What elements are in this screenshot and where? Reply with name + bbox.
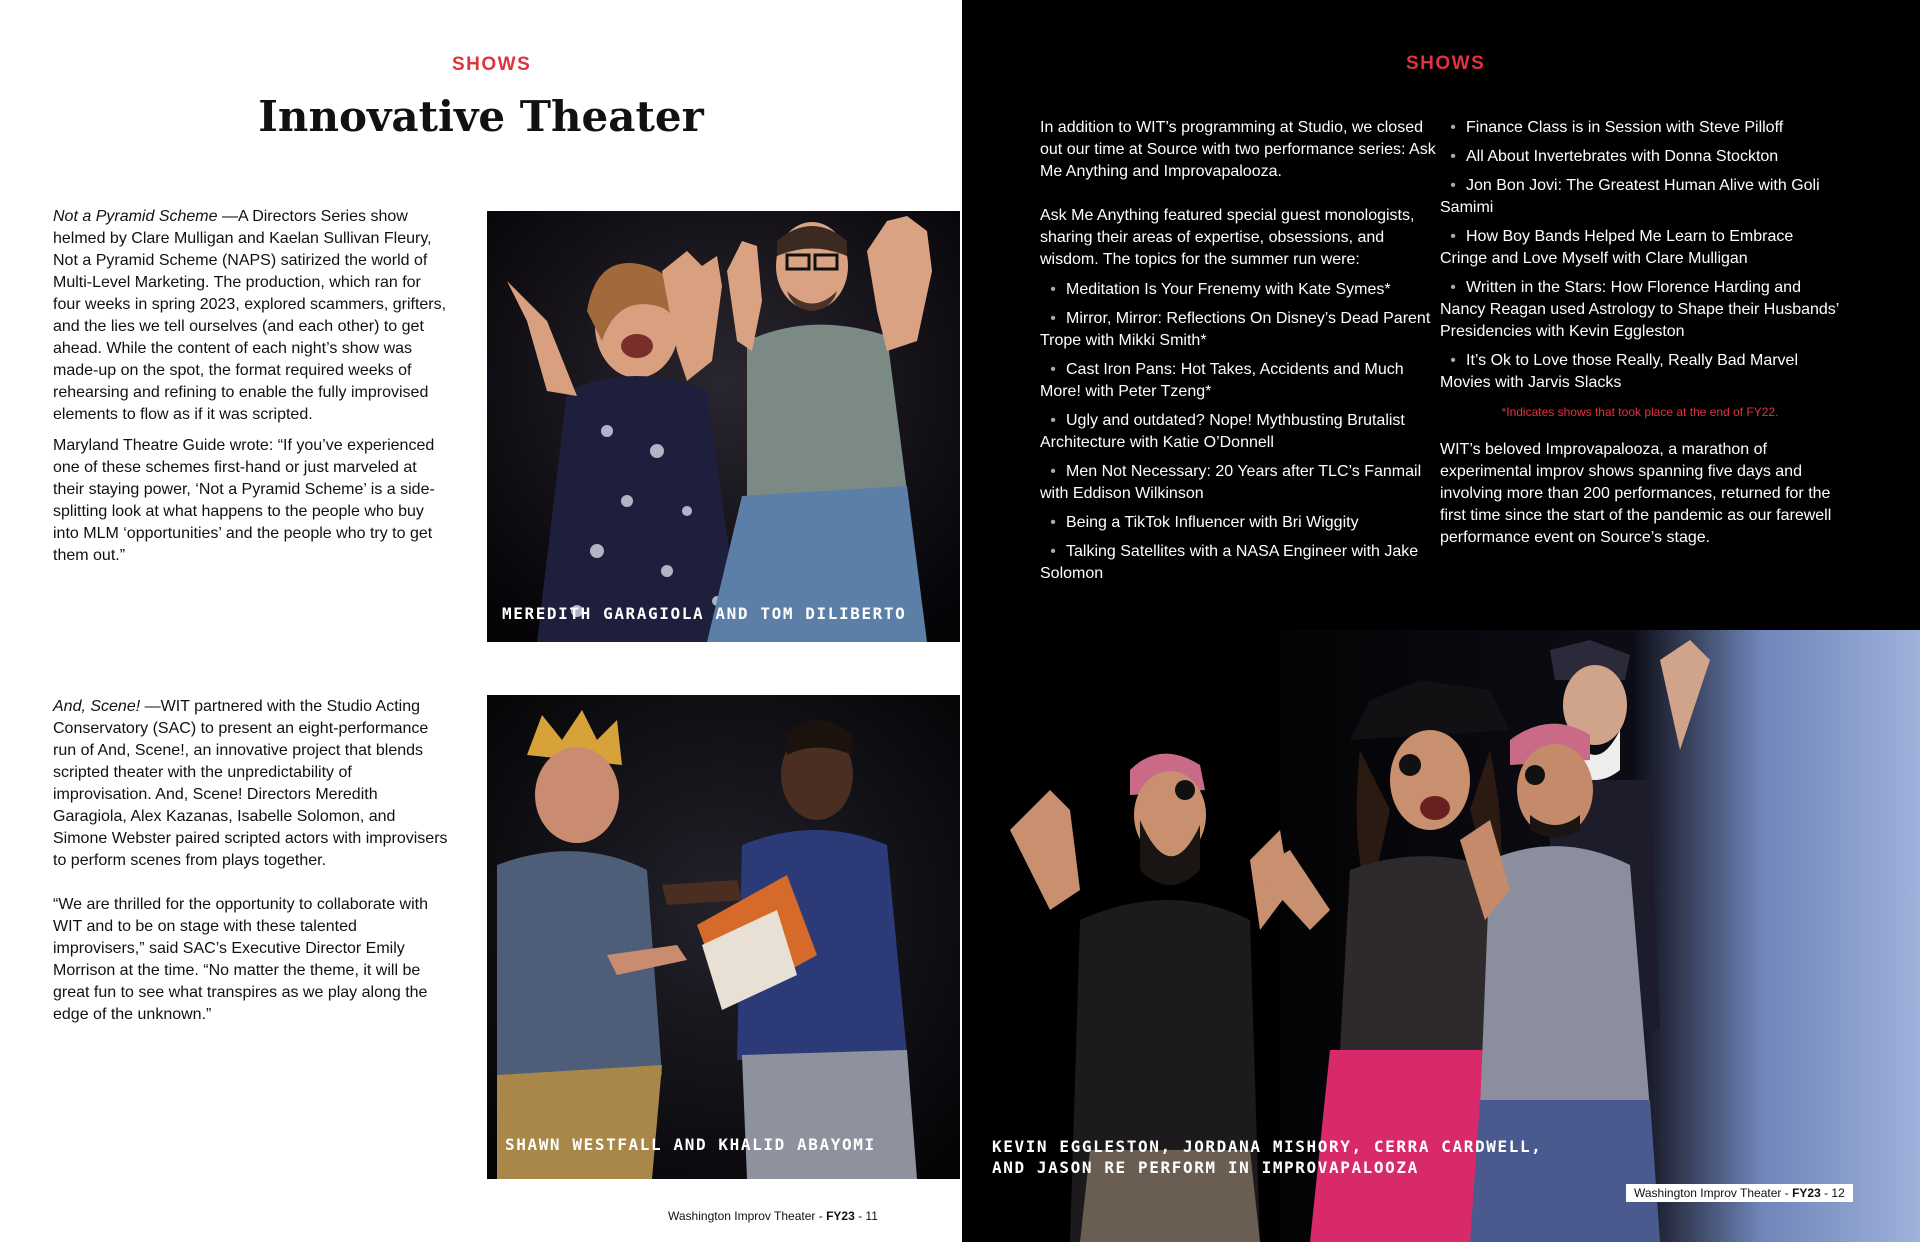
photo-caption: KEVIN EGGLESTON, JORDANA MISHORY, CERRA CARDWELL, AND JASON RE PERFORM IN IMPROVAPALOOZA (992, 1137, 1543, 1177)
article-not-a-pyramid-scheme (53, 206, 449, 576)
article-para: —WIT partnered with the Studio Acting Conservatory (SAC) to present an eight-performance run of And, Scene!, an innovative project that blends scripted theater with the unpredictability of improvisation. And, Scene! Directors Meredith Garagiola, Alex Kazanas, Isabelle Solomon, and Simone Webster paired scripted actors with improvisers to perform scenes from plays together. (53, 698, 448, 869)
ama-intro: Ask Me Anything featured special guest monologists, sharing their areas of expertise, obsessions, and wisdom. The topics for the summer run were: (1040, 207, 1415, 268)
improvapalooza-paragraph: WIT’s beloved Improvapalooza, a marathon of experimental improv shows spanning five days and involving more than 200 performances, returned for the first time since the start of the pandemic as our farewell performance event on Source’s stage. (1440, 441, 1832, 546)
photo-naps (487, 211, 960, 642)
article-and-scene (53, 696, 449, 1035)
photo-and-scene-image (487, 695, 960, 1179)
list-item: • Written in the Stars: How Florence Harding and Nancy Reagan used Astrology to Shape their Husbands’ Presidencies with Kevin Eggleston (1440, 279, 1839, 340)
right-page (962, 0, 1920, 1242)
article-quote: “We are thrilled for the opportunity to collaborate with WIT and to be on stage with these talented improvisers,” said SAC’s Executive Director Emily Morrison at the time. “No matter the theme, it will be great fun to see what transpires as we play along the edge of the unknown.” (53, 896, 429, 1023)
list-item: • Talking Satellites with a NASA Engineer with Jake Solomon (1040, 543, 1419, 582)
show-title: Not a Pyramid Scheme (53, 208, 218, 225)
intro-paragraph: In addition to WIT’s programming at Studio, we closed out our time at Source with two performance series: Ask Me Anything and Improvapalooza. (1040, 119, 1436, 180)
photo-caption: MEREDITH GARAGIOLA AND TOM DILIBERTO (502, 604, 907, 623)
list-item: • It’s Ok to Love those Really, Really Bad Marvel Movies with Jarvis Slacks (1440, 352, 1798, 391)
list-item: • Cast Iron Pans: Hot Takes, Accidents and Much More! with Peter Tzeng* (1040, 361, 1404, 400)
show-title: And, Scene! (53, 698, 141, 715)
list-item: • Mirror, Mirror: Reflections On Disney’s Dead Parent Trope with Mikki Smith* (1040, 310, 1431, 349)
photo-and-scene (487, 695, 960, 1179)
footnote: *Indicates shows that took place at the end of FY22. (1501, 405, 1779, 419)
list-item: • Men Not Necessary: 20 Years after TLC’s Fanmail with Eddison Wilkinson (1040, 463, 1422, 502)
page-footer: Washington Improv Theater - FY23 - 11 (668, 1209, 878, 1223)
right-column-2 (1440, 117, 1840, 571)
list-item: • All About Invertebrates with Donna Stockton (1450, 148, 1779, 165)
topic-list (1440, 117, 1840, 394)
list-item: • Meditation Is Your Frenemy with Kate Symes* (1050, 281, 1391, 298)
section-kicker: SHOWS (1406, 53, 1486, 74)
photo-naps-image (487, 211, 960, 642)
topic-list (1040, 279, 1440, 585)
list-item: • Being a TikTok Influencer with Bri Wiggity (1050, 514, 1359, 531)
article-quote: Maryland Theatre Guide wrote: “If you’ve experienced one of these schemes first-hand or just marveled at their staying power, ‘Not a Pyramid Scheme’ is a side-splitting look at what happens to the people who buy into MLM ‘opportunities’ and the people who try to get them out.” (53, 437, 435, 564)
list-item: • Ugly and outdated? Nope! Mythbusting Brutalist Architecture with Katie O’Donnell (1040, 412, 1405, 451)
list-item: • Jon Bon Jovi: The Greatest Human Alive with Goli Samimi (1440, 177, 1820, 216)
right-column-1 (1040, 117, 1440, 592)
list-item: • Finance Class is in Session with Steve Pilloff (1450, 119, 1784, 136)
page-title: Innovative Theater (258, 92, 704, 141)
article-para: —A Directors Series show helmed by Clare Mulligan and Kaelan Sullivan Fleury, Not a Pyramid Scheme (NAPS) satirized the world of Multi-Level Marketing. The production, which ran for four weeks in spring 2023, explored scammers, grifters, and the lies we tell ourselves (and each other) to get ahead. While the content of each night’s show was made-up on the spot, the format required weeks of rehearsing and refining to enable the fully improvised elements to flow as if it was scripted. (53, 208, 447, 423)
photo-caption: SHAWN WESTFALL AND KHALID ABAYOMI (505, 1135, 876, 1154)
list-item: • How Boy Bands Helped Me Learn to Embrace Cringe and Love Myself with Clare Mulligan (1440, 228, 1794, 267)
section-kicker: SHOWS (452, 54, 532, 75)
page-footer: Washington Improv Theater - FY23 - 12 (1626, 1184, 1853, 1202)
